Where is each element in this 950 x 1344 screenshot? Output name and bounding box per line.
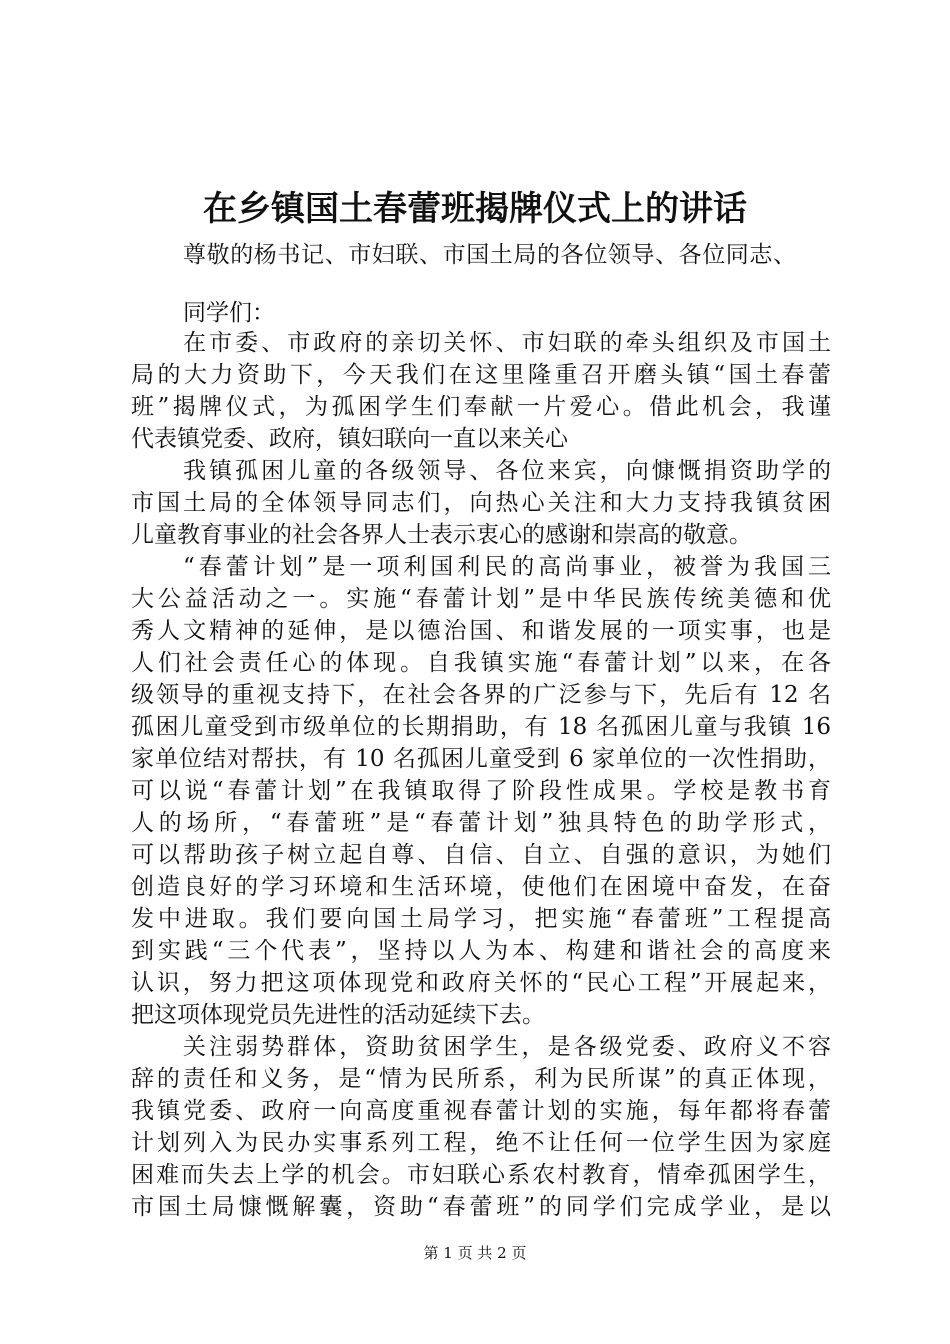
text-line: 代表镇党委、政府，镇妇联向一直以来关心 bbox=[131, 426, 568, 452]
text-line: 创造良好的学习环境和生活环境，使他们在困境中奋发，在奋 bbox=[131, 874, 831, 900]
text-line: 儿童教育事业的社会各界人士表示衷心的感谢和崇高的敬意。 bbox=[131, 522, 752, 548]
text-line: 孤困儿童受到市级单位的长期捐助，有 18 名孤困儿童与我镇 16 bbox=[131, 714, 831, 740]
text-line: 在市委、市政府的亲切关怀、市妇联的牵头组织及市国土 bbox=[183, 330, 831, 356]
document-title: 在乡镇国土春蕾班揭牌仪式上的讲话 bbox=[203, 189, 747, 229]
text-line: 人的场所，“春蕾班”是“春蕾计划”独具特色的助学形式， bbox=[131, 810, 831, 836]
text-line: 可以帮助孩子树立起自尊、自信、自立、自强的意识，为她们 bbox=[131, 842, 831, 868]
salutation-line-1: 尊敬的杨书记、市妇联、市国土局的各位领导、各位同志、 bbox=[183, 242, 797, 268]
salutation-line-2: 同学们： bbox=[183, 300, 275, 326]
text-line: 秀人文精神的延伸，是以德治国、和谐发展的一项实事，也是 bbox=[131, 618, 831, 644]
text-line: 辞的责任和义务，是“情为民所系，利为民所谋”的真正体现， bbox=[131, 1066, 831, 1092]
document-body bbox=[131, 327, 831, 1223]
text-line: 大公益活动之一。实施“春蕾计划”是中华民族传统美德和优 bbox=[131, 586, 831, 612]
text-line: 班”揭牌仪式，为孤困学生们奉献一片爱心。借此机会，我谨 bbox=[131, 394, 831, 420]
text-line: 认识，努力把这项体现党和政府关怀的“民心工程”开展起来， bbox=[131, 970, 831, 996]
text-line: 到实践“三个代表”，坚持以人为本、构建和谐社会的高度来 bbox=[131, 938, 831, 964]
text-line: “春蕾计划”是一项利国利民的高尚事业，被誉为我国三 bbox=[183, 554, 831, 580]
text-line: 我镇党委、政府一向高度重视春蕾计划的实施，每年都将春蕾 bbox=[131, 1098, 831, 1124]
text-line: 局的大力资助下，今天我们在这里隆重召开磨头镇“国土春蕾 bbox=[131, 362, 831, 388]
text-line: 我镇孤困儿童的各级领导、各位来宾，向慷慨捐资助学的 bbox=[183, 458, 831, 484]
text-line: 发中进取。我们要向国土局学习，把实施“春蕾班”工程提高 bbox=[131, 906, 831, 932]
text-line: 市国土局的全体领导同志们，向热心关注和大力支持我镇贫困 bbox=[131, 490, 831, 516]
text-line: 级领导的重视支持下，在社会各界的广泛参与下，先后有 12 名 bbox=[131, 682, 831, 708]
text-line: 市国土局慷慨解囊，资助“春蕾班”的同学们完成学业，是以 bbox=[131, 1194, 831, 1220]
page-footer: 第 1 页 共 2 页 bbox=[423, 1244, 527, 1262]
text-line: 计划列入为民办实事系列工程，绝不让任何一位学生因为家庭 bbox=[131, 1130, 831, 1156]
text-line: 家单位结对帮扶，有 10 名孤困儿童受到 6 家单位的一次性捐助， bbox=[131, 746, 831, 772]
text-line: 人们社会责任心的体现。自我镇实施“春蕾计划”以来，在各 bbox=[131, 650, 831, 676]
text-line: 把这项体现党员先进性的活动延续下去。 bbox=[131, 1002, 545, 1028]
text-line: 困难而失去上学的机会。市妇联心系农村教育，情牵孤困学生， bbox=[131, 1162, 831, 1188]
text-line: 可以说“春蕾计划”在我镇取得了阶段性成果。学校是教书育 bbox=[131, 778, 831, 804]
text-line: 关注弱势群体，资助贫困学生，是各级党委、政府义不容 bbox=[183, 1034, 831, 1060]
